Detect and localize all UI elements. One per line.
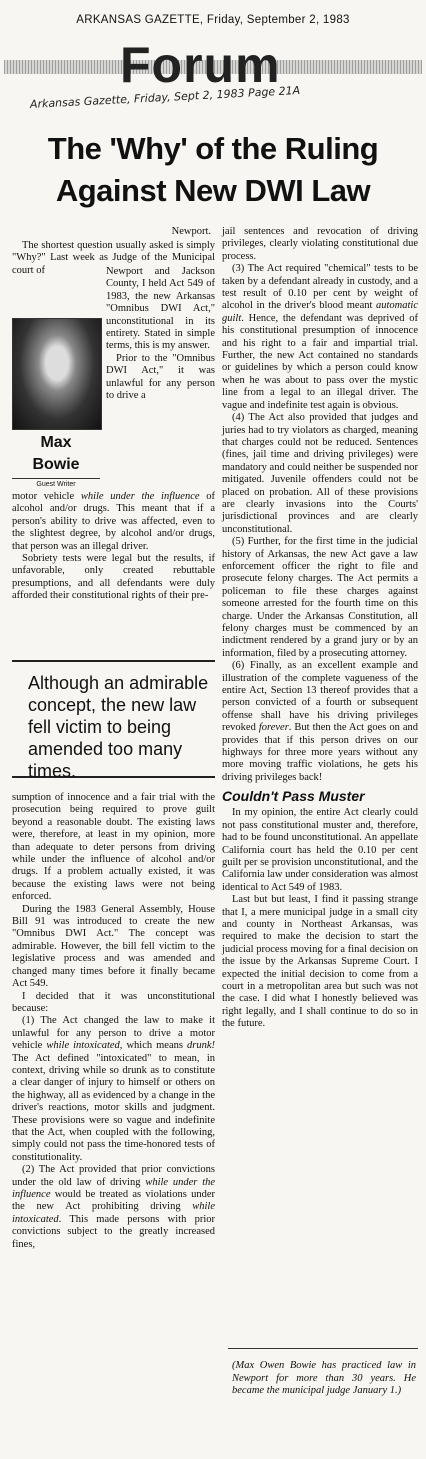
emphasis: automatic guilt <box>222 300 418 324</box>
author-bio: (Max Owen Bowie has practiced law in Newport for more than 30 years. He became the municipal judge January 1.) <box>232 1360 416 1397</box>
col2-paragraph-1: jail sentences and revocation of driving privileges, clearly violating constitutional due process. <box>222 226 418 262</box>
text: , which means <box>119 1040 183 1052</box>
text: . Hence, the defendant was deprived of his constitutional presumption of innocence and his right to a fair and impartial trial. Further, the new Act contained no standards or guidelines by which a person could know when he was about to pass over the mystic line from a legal to an illegal driver. The vague and indefinite test again is obvious. <box>222 312 418 411</box>
emphasis: drunk! <box>187 1040 215 1052</box>
text: (2) The Act provided that prior convictions under the old law of driving <box>12 1164 215 1188</box>
article-float-column <box>106 266 215 402</box>
subhead: Couldn't Pass Muster <box>222 788 365 805</box>
text: (1) The Act changed the law to make it unlawful for any person to drive a motor vehicle <box>12 1015 215 1052</box>
pull-quote: Although an admirable concept, the new law fell victim to being amended too many times. <box>12 660 215 778</box>
text: would be treated as violations under the new Act prohibiting driving <box>12 1189 216 1213</box>
col2-paragraph-7: Last but but least, I find it passing strange that I, a mere municipal judge in a small city and county in Northeast Arkansas, was required to make the decision to start the judicial process moving for a final decision on the issue by the Arkansas Supreme Court. I expected the initial decision to come from a court in a metropolitan area but such was not the case. I did what I honestly believed was right legally, and I shall continue to do so in the future. <box>222 894 418 1030</box>
text: The Act defined "intoxicated" to mean, in context, driving while so drunk as to constitute a clear danger of injury to himself or others on the highway, all as evidenced by a change in the driver's reactions, motor skills and judgment. These provisions were so vague and indefinite that the Act, when coupled with the following, simply could not pass the time-honored tests of constitutionality. <box>12 1052 215 1163</box>
byline-role: Guest Writer <box>12 478 100 488</box>
text: . But then the Act goes on and provides that if this person drives on our highways for three more years without any more moving traffic violations, he gets his driving privileges back! <box>222 722 418 783</box>
paragraph-7 <box>12 1164 215 1251</box>
text: (3) The Act required "chemical" tests to be taken by a defendant already in custody, and a test result of 0.10 per cent by weight of alcohol in the driver's blood meant <box>222 263 418 312</box>
paragraph-2-float: Prior to the "Omnibus DWI Act," it was unlawful for any person to drive a <box>106 352 215 402</box>
headline-line2: Against New DWI Law <box>55 173 371 208</box>
headline <box>0 128 426 212</box>
paragraph-1-top: The shortest question usually asked is simply "Why?" Last week as Judge of the Municipal court of <box>12 240 215 276</box>
byline-last-name: Bowie <box>32 456 80 473</box>
handwritten-note: Arkansas Gazette, Friday, Sept 2, 1983 Page 21A <box>29 83 301 111</box>
paragraph-6 <box>12 1015 215 1164</box>
text: (6) Finally, as an excellent example and illustration of the complete vagueness of the entire Act, Section 13 thereof provides that a person convicted of a fourth or subsequent offense shall have his driving privileges revoked <box>222 660 418 734</box>
divider <box>228 1348 418 1349</box>
col2-paragraph-4: (5) Further, for the first time in the judicial history of Arkansas, the new Act gave a law enforcement officer the right to file and prosecute felony charges. The Act permits a policeman to file these charges against someone arrested for the fourth time on this charge. Under the Arkansas Constitution, all felony charges must be commenced by an indictment rendered by a grand jury or by an information, filed by a prosecuting attorney. <box>222 536 418 659</box>
masthead: ARKANSAS GAZETTE, Friday, September 2, 1983 <box>76 14 350 26</box>
dateline: Newport. <box>171 226 211 237</box>
section-title: Forum <box>120 37 281 93</box>
paragraph-5: I decided that it was unconstitutional because: <box>12 990 215 1014</box>
paragraph-3-cont: sumption of innocence and a fair trial with the prosecution being required to prove guilt beyond a reasonable doubt. The existing laws were, therefore, at least in my opinion, more than adequate to deter persons from driving while under the influence of alcohol and/or drugs. If a problem actually existed, it was because the existing laws were not being enforced. <box>12 792 215 903</box>
emphasis: forever <box>258 722 289 734</box>
headline-line1: The 'Why' of the Ruling <box>47 131 379 166</box>
text: of alcohol and/or drugs. This meant that if a person's ability to drive was affected, even to the slightest degree, by alcohol and/or drugs, that person was an illegal driver. <box>12 491 216 552</box>
paragraph-3: Sobriety tests were legal but the results, if unfavorable, only created rebuttable presumptions, and all defendants were duly afforded their constitutional rights of their pre- <box>12 553 215 602</box>
byline-first-name: Max <box>40 434 72 451</box>
emphasis: while intoxicated <box>46 1040 120 1052</box>
paragraph-1-float: Newport and Jackson County, I held Act 549 of 1983, the new Arkansas "Omnibus DWI Act," unconstitutional in its entirety. Stated in simple terms, this is my answer. <box>106 266 215 352</box>
author-photo <box>12 318 102 430</box>
byline-name <box>12 432 100 476</box>
article-column-1-bottom <box>12 792 215 1251</box>
col2-paragraph-6: In my opinion, the entire Act clearly could not pass constitutional muster and, therefore, had to be found unconstitutional. An appellate California court has held the 0.10 per cent guilt per se provision unconstitutional, and the California law under consideration was almost identical to Act 549 of 1983. <box>222 807 418 893</box>
emphasis: while intoxicated <box>12 1201 215 1225</box>
col2-paragraph-2 <box>222 263 418 412</box>
paragraph-2-rest <box>12 491 215 553</box>
article-column-2 <box>222 226 418 1031</box>
col2-paragraph-3: (4) The Act also provided that judges and juries had to try violators as charged, meaning that charges could not be reduced. Sentences (fines, jail time and driving privileges) were mandatory and could neither be suspended nor mitigated. Juvenile offenders could not be placed on probation. All of these provisions are clearly invasions into the Courts' jurisdictional provinces and are clearly unconstitutional. <box>222 412 418 535</box>
col2-paragraph-5 <box>222 660 418 784</box>
text: . This made persons with prior convictions subject to the greatly increased fines, <box>12 1213 215 1250</box>
emphasis: while under the influence <box>12 1176 216 1200</box>
text: motor vehicle <box>12 491 75 502</box>
paragraph-4: During the 1983 General Assembly, House Bill 91 was introduced to create the new "Omnibus DWI Act." The concept was admirable. However, the bill fell victim to the legislative process and was amended and changed many times before it finally became Act 549. <box>12 903 215 990</box>
article-column-1-mid <box>12 491 215 603</box>
emphasis: while under the influence <box>80 491 200 502</box>
